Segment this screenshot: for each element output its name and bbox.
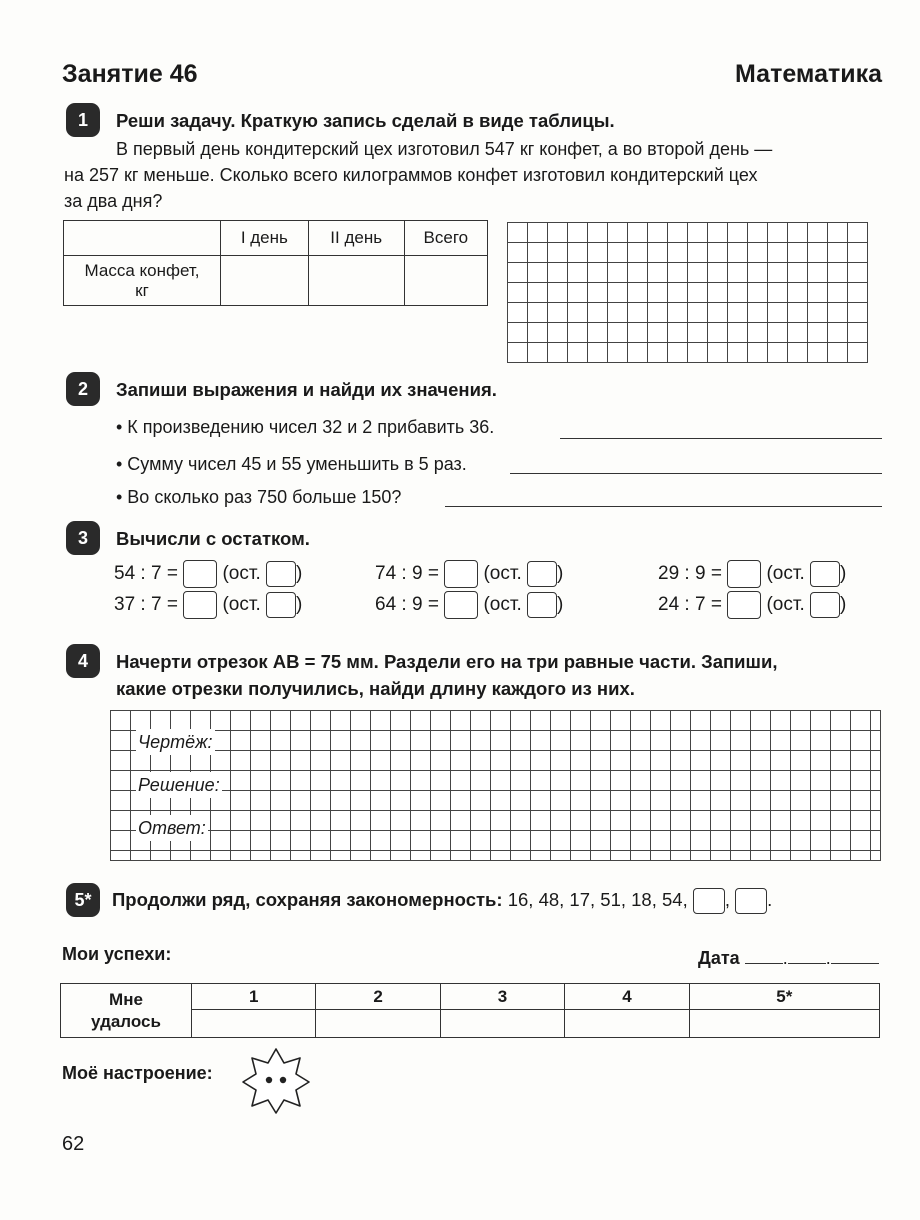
success-cell[interactable] <box>565 1010 689 1038</box>
remainder-box[interactable] <box>527 561 557 587</box>
quotient-box[interactable] <box>727 591 761 619</box>
task-5-row: Продолжи ряд, сохраняя закономерность: 16, 48, 17, 51, 18, 54, , . <box>112 888 772 914</box>
success-row-label: Мне удалось <box>61 984 192 1038</box>
remainder-box[interactable] <box>527 592 557 618</box>
lesson-title: Занятие 46 <box>62 60 198 88</box>
task-4-title-line1: Начерти отрезок АВ = 75 мм. Раздели его на три равные части. Запиши, <box>116 651 778 672</box>
task-1-table <box>63 220 488 306</box>
division-expr-3: 29 : 9 = (ост. ) <box>658 560 888 588</box>
table-header-day2: II день <box>308 221 404 256</box>
success-col-5: 5* <box>689 984 879 1010</box>
division-expr-4: 37 : 7 = (ост. ) <box>114 591 344 619</box>
remainder-box[interactable] <box>266 561 296 587</box>
task-4-badge: 4 <box>66 644 100 678</box>
division-expr-1: 54 : 7 = (ост. ) <box>114 560 344 588</box>
success-col-3: 3 <box>440 984 564 1010</box>
mood-face-icon[interactable] <box>240 1046 312 1116</box>
task-2-answer-line-3[interactable] <box>445 506 882 507</box>
date-day-line[interactable] <box>745 963 783 964</box>
division-expr-2: 74 : 9 = (ост. ) <box>375 560 615 588</box>
task-5-title: Продолжи ряд, сохраняя закономерность: <box>112 888 503 910</box>
task-2-answer-line-2[interactable] <box>510 473 882 474</box>
quotient-box[interactable] <box>183 591 217 619</box>
series-answer-box-2[interactable] <box>735 888 767 914</box>
task-1-text-line1: В первый день кондитерский цех изготовил 547 кг конфет, а во второй день — <box>116 139 773 159</box>
success-cell[interactable] <box>192 1010 316 1038</box>
page-number: 62 <box>62 1133 85 1155</box>
success-col-4: 4 <box>565 984 689 1010</box>
success-table <box>60 983 880 1038</box>
division-expr-5: 64 : 9 = (ост. ) <box>375 591 615 619</box>
task-3-badge: 3 <box>66 521 100 555</box>
task-5-badge: 5* <box>66 883 100 917</box>
mood-label: Моё настроение: <box>62 1063 213 1083</box>
task-2-item-3: • Во сколько раз 750 больше 150? <box>116 487 402 507</box>
task-2-answer-line-1[interactable] <box>560 438 882 439</box>
success-col-1: 1 <box>192 984 316 1010</box>
table-header-day1: I день <box>221 221 309 256</box>
table-corner <box>64 221 221 256</box>
task-3-title: Вычисли с остатком. <box>116 528 310 549</box>
series-answer-box-1[interactable] <box>693 888 725 914</box>
success-cell[interactable] <box>689 1010 879 1038</box>
date-year-line[interactable] <box>831 963 879 964</box>
remainder-box[interactable] <box>810 592 840 618</box>
task-1-badge: 1 <box>66 103 100 137</box>
date-month-line[interactable] <box>788 963 826 964</box>
task-2-badge: 2 <box>66 372 100 406</box>
task-1-text-line3: за два дня? <box>64 191 163 211</box>
solution-label: Решение: <box>136 772 222 798</box>
quotient-box[interactable] <box>727 560 761 588</box>
task-5-series: 16, 48, 17, 51, 18, 54, <box>507 888 688 910</box>
task-2-item-1: • К произведению чисел 32 и 2 прибавить 36. <box>116 417 495 437</box>
table-cell-day1[interactable] <box>221 256 309 306</box>
task-1-text-line2: на 257 кг меньше. Сколько всего килограммов конфет изготовил кондитерский цех <box>64 165 758 185</box>
quotient-box[interactable] <box>444 560 478 588</box>
remainder-box[interactable] <box>266 592 296 618</box>
success-cell[interactable] <box>316 1010 440 1038</box>
table-header-total: Всего <box>404 221 487 256</box>
subject-title: Математика <box>735 60 882 88</box>
division-expr-6: 24 : 7 = (ост. ) <box>658 591 888 619</box>
drawing-label: Чертёж: <box>136 729 215 755</box>
remainder-box[interactable] <box>810 561 840 587</box>
success-col-2: 2 <box>316 984 440 1010</box>
answer-label: Ответ: <box>136 815 208 841</box>
task-1-title: Реши задачу. Краткую запись сделай в виде таблицы. <box>116 110 615 131</box>
quotient-box[interactable] <box>183 560 217 588</box>
success-label: Мои успехи: <box>62 944 172 964</box>
date-field: Дата . . <box>698 948 879 969</box>
table-row-label: Масса конфет, кг <box>64 256 221 306</box>
quotient-box[interactable] <box>444 591 478 619</box>
task-2-item-2: • Сумму чисел 45 и 55 уменьшить в 5 раз. <box>116 454 467 474</box>
success-cell[interactable] <box>440 1010 564 1038</box>
task-2-title: Запиши выражения и найди их значения. <box>116 379 497 400</box>
table-cell-total[interactable] <box>404 256 487 306</box>
table-cell-day2[interactable] <box>308 256 404 306</box>
task-1-solution-grid[interactable] <box>507 222 868 363</box>
task-4-drawing-grid[interactable] <box>110 710 881 861</box>
task-4-title-line2: какие отрезки получились, найди длину каждого из них. <box>116 678 635 699</box>
